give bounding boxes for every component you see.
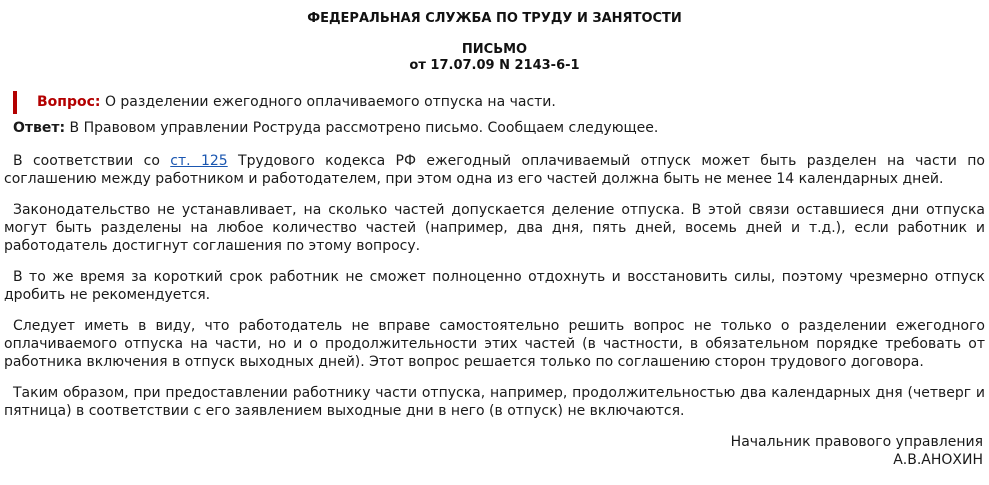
question-label: Вопрос: xyxy=(37,94,101,110)
article-125-link[interactable]: ст. 125 xyxy=(170,153,228,169)
agency-heading: ФЕДЕРАЛЬНАЯ СЛУЖБА ПО ТРУДУ И ЗАНЯТОСТИ xyxy=(307,11,682,26)
paragraph-1-start: В соответствии со xyxy=(13,153,171,169)
question-block xyxy=(13,91,985,114)
signature-block xyxy=(4,433,985,469)
paragraph-1 xyxy=(4,152,985,188)
answer-block xyxy=(4,119,985,138)
document-date-number: от 17.07.09 N 2143-6-1 xyxy=(409,58,580,73)
paragraph-2: Законодательство не устанавливает, на сколько частей допускается деление отпуска. В этой связи оставшиеся дни отпуска могут быть разделены на любое количество частей (например, два дня, пять дней, восемь дней и т.д.), если работник и работодатель достигнут соглашения по этому вопросу. xyxy=(4,202,985,254)
paragraph-1-end: Трудового кодекса РФ ежегодный оплачиваемый отпуск может быть разделен на части по соглашению между работником и работодателем, при этом одна из его частей должна быть не менее 14 календарных дней. xyxy=(4,153,985,187)
document-type: ПИСЬМО xyxy=(461,42,528,57)
paragraph-4: Следует иметь в виду, что работодатель не вправе самостоятельно решить вопрос не только о разделении ежегодного оплачиваемого отпуска на части, но и о продолжительности этих частей (в частности, в обязательном порядке требовать от работника включения в отпуск выходных дней). Этот вопрос решается только по соглашению сторон трудового договора. xyxy=(4,318,985,370)
paragraph-3: В то же время за короткий срок работник не сможет полноценно отдохнуть и восстановить силы, поэтому чрезмерно отпуск дробить не рекомендуется. xyxy=(4,269,985,303)
question-text: О разделении ежегодного оплачиваемого отпуска на части. xyxy=(100,94,556,110)
answer-label: Ответ: xyxy=(13,120,66,136)
answer-text: В Правовом управлении Роструда рассмотрено письмо. Сообщаем следующее. xyxy=(65,120,659,136)
signature-position: Начальник правового управления xyxy=(730,434,983,450)
signature-name: А.В.АНОХИН xyxy=(893,452,983,468)
paragraph-5: Таким образом, при предоставлении работнику части отпуска, например, продолжительностью два календарных дня (четверг и пятница) в соответствии с его заявлением выходные дни в него (в отпуск) не включаются. xyxy=(4,385,985,419)
